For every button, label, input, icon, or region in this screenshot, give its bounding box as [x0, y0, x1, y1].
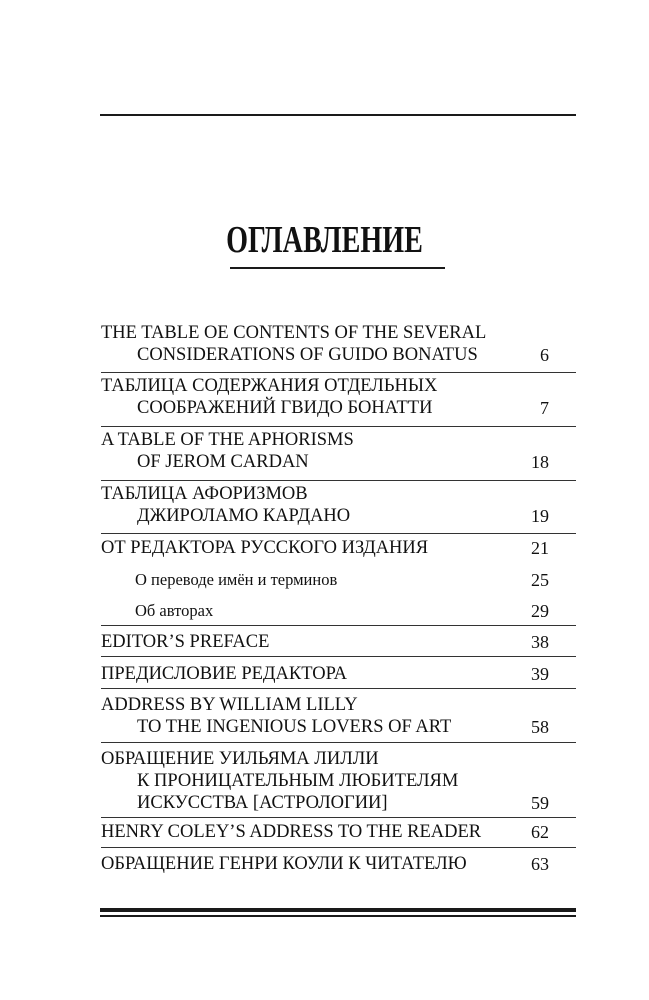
toc-entry[interactable]: [101, 322, 561, 366]
entry-divider: [101, 480, 576, 481]
entry-divider: [101, 372, 576, 373]
toc-page-number: 7: [540, 398, 549, 418]
toc-page-number: 6: [540, 345, 549, 365]
toc-page-number: 62: [531, 822, 549, 842]
toc-entry-title: ТАБЛИЦА СОДЕРЖАНИЯ ОТДЕЛЬНЫХ: [101, 376, 438, 396]
toc-entry-title-continued: TO THE INGENIOUS LOVERS OF ART: [137, 717, 452, 737]
top-rule: [100, 114, 576, 116]
toc-entry-title: ADDRESS BY WILLIAM LILLY: [101, 695, 358, 715]
toc-entry-title: ОБРАЩЕНИЕ УИЛЬЯМА ЛИЛЛИ: [101, 749, 379, 769]
toc-entry-title: ОТ РЕДАКТОРА РУССКОГО ИЗДАНИЯ: [101, 538, 429, 558]
toc-page-number: 19: [531, 506, 549, 526]
bottom-rule-thin: [100, 915, 576, 917]
toc-entry-title: ОБРАЩЕНИЕ ГЕНРИ КОУЛИ К ЧИТАТЕЛЮ: [101, 854, 467, 874]
toc-entry-title-continued: СООБРАЖЕНИЙ ГВИДО БОНАТТИ: [137, 398, 433, 418]
bottom-rule-thick: [100, 908, 576, 912]
toc-page-number: 39: [531, 664, 549, 684]
toc-subentry-title: О переводе имён и терминов: [135, 570, 338, 589]
toc-entry[interactable]: [101, 853, 561, 875]
toc-entry-title: ТАБЛИЦА АФОРИЗМОВ: [101, 484, 308, 504]
toc-entry[interactable]: [101, 631, 561, 653]
toc-entry-title-continued: ДЖИРОЛАМО КАРДАНО: [137, 506, 351, 526]
toc-entry-title: EDITOR’S PREFACE: [101, 632, 270, 652]
title-underline: [230, 267, 445, 269]
toc-entry-title: HENRY COLEY’S ADDRESS TO THE READER: [101, 822, 482, 842]
toc-entry[interactable]: [101, 694, 561, 738]
toc-entry[interactable]: [101, 483, 561, 527]
toc-page-number: 59: [531, 793, 549, 813]
entry-divider: [101, 742, 576, 743]
toc-subentry[interactable]: [101, 569, 561, 591]
toc-entry[interactable]: [101, 429, 561, 473]
toc-page-number: 25: [531, 570, 549, 590]
toc-entry-title: ПРЕДИСЛОВИЕ РЕДАКТОРА: [101, 664, 347, 684]
entry-divider: [101, 656, 576, 657]
toc-subentry[interactable]: [101, 600, 561, 622]
toc-entry-title: A TABLE OF THE APHORISMS: [101, 430, 354, 450]
entry-divider: [101, 817, 576, 818]
toc-subentry-title: Об авторах: [135, 601, 214, 620]
page-title: ОГЛАВЛЕНИЕ: [226, 219, 423, 261]
toc-page-number: 29: [531, 601, 549, 621]
entry-divider: [101, 847, 576, 848]
entry-divider: [101, 625, 576, 626]
entry-divider: [101, 426, 576, 427]
toc-page-number: 58: [531, 717, 549, 737]
toc-page-number: 21: [531, 538, 549, 558]
toc-entry[interactable]: [101, 375, 561, 419]
toc-entry-title-continued: К ПРОНИЦАТЕЛЬНЫМ ЛЮБИТЕЛЯМ: [137, 771, 459, 791]
toc-entry-title-continued: ИСКУССТВА [АСТРОЛОГИИ]: [137, 793, 388, 813]
toc-entry[interactable]: [101, 663, 561, 685]
toc-entry[interactable]: [101, 821, 561, 843]
toc-entry[interactable]: [101, 748, 561, 814]
entry-divider: [101, 533, 576, 534]
toc-page-number: 63: [531, 854, 549, 874]
toc-entry-title-continued: OF JEROM CARDAN: [137, 452, 309, 472]
toc-entry-title-continued: CONSIDERATIONS OF GUIDO BONATUS: [137, 345, 478, 365]
toc-entry[interactable]: [101, 537, 561, 559]
entry-divider: [101, 688, 576, 689]
toc-page-number: 18: [531, 452, 549, 472]
toc-page-number: 38: [531, 632, 549, 652]
toc-entry-title: THE TABLE OE CONTENTS OF THE SEVERAL: [101, 323, 487, 343]
